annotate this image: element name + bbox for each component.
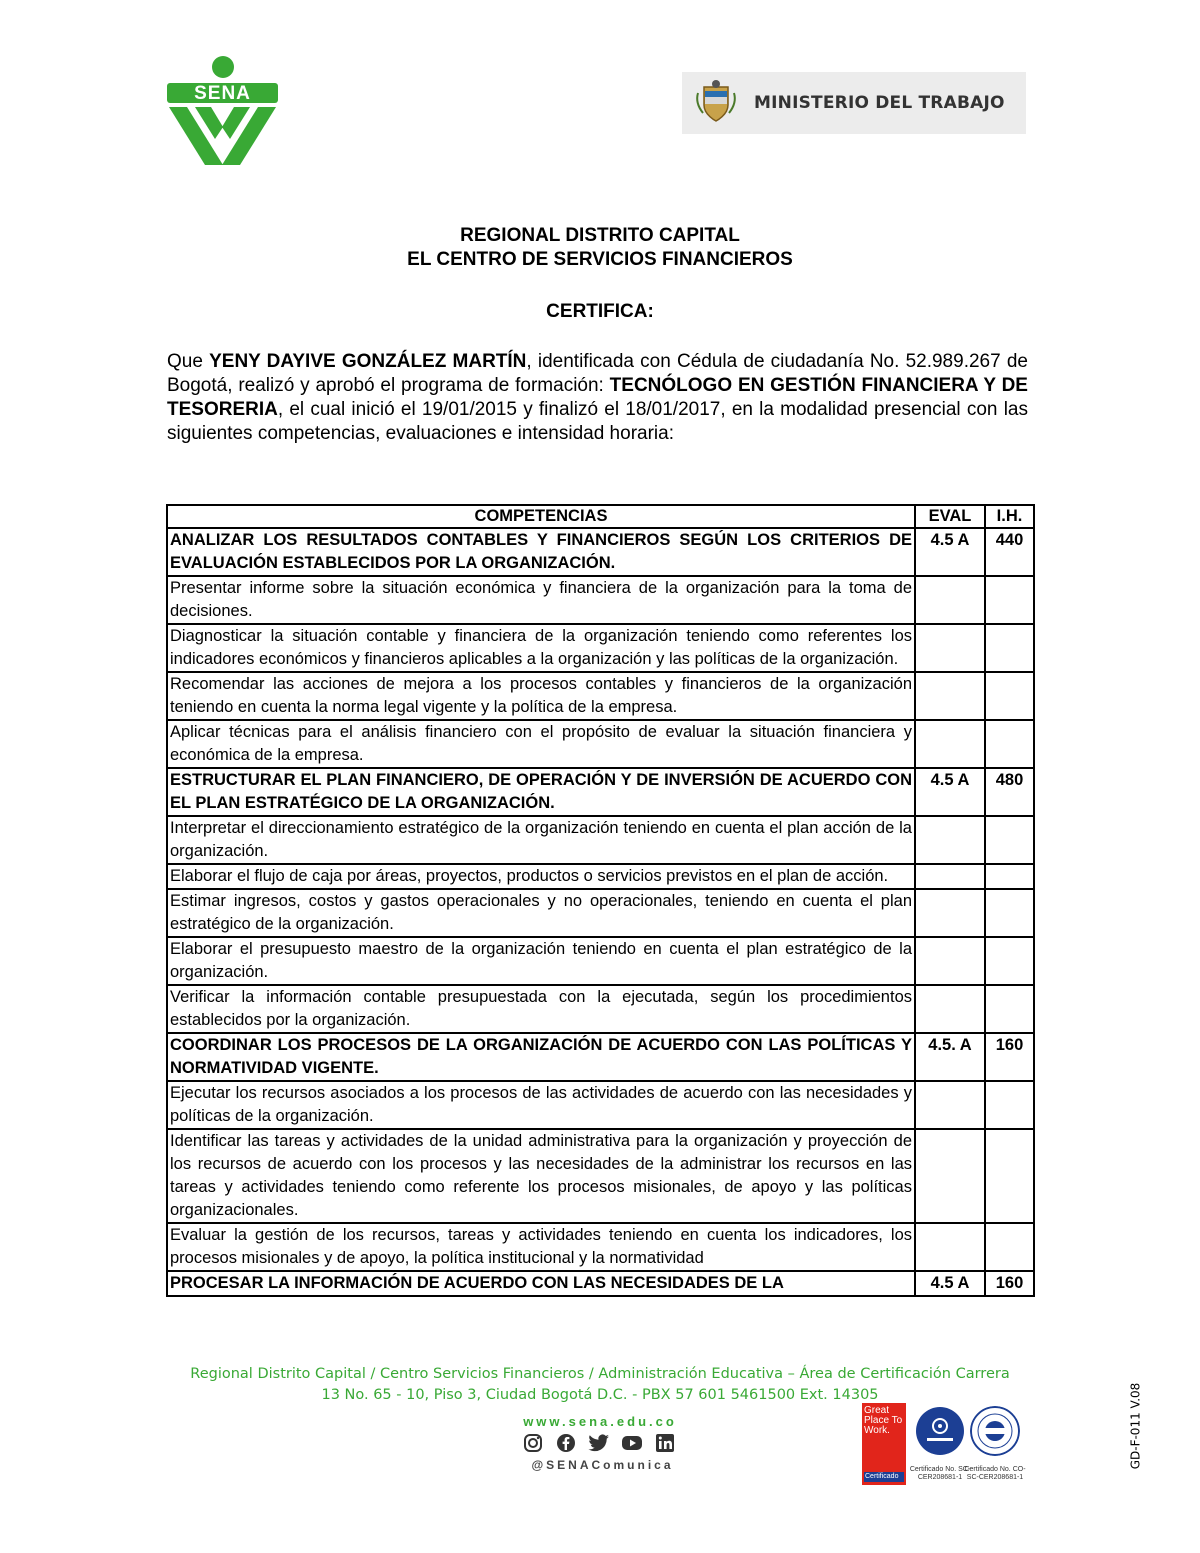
competency-eval [915,720,985,768]
competency-hours: 160 [985,1033,1034,1081]
iqnet-seal [970,1406,1020,1456]
paragraph-intro: Que [167,351,210,372]
competency-text: Verificar la información contable presupuestada con la ejecutada, según los procedimientos establecidos por la organización. [167,985,915,1033]
header-eval: EVAL [915,505,985,528]
competency-hours [985,1129,1034,1223]
sub-competency-row [167,720,1034,768]
competency-eval [915,864,985,889]
competency-hours: 160 [985,1271,1034,1296]
certification-paragraph [167,350,1028,446]
competency-hours [985,864,1034,889]
competency-eval [915,1223,985,1271]
sub-competency-row [167,576,1034,624]
competency-hours [985,672,1034,720]
sub-competency-row [167,889,1034,937]
sub-competency-row [167,1081,1034,1129]
competency-eval: 4.5 A [915,528,985,576]
coat-of-arms-icon [692,79,740,127]
competency-eval: 4.5. A [915,1033,985,1081]
sub-competency-row [167,1129,1034,1223]
sub-competency-row [167,816,1034,864]
icontec-caption: Certificado No. SC-CER208681-1 [909,1466,971,1481]
competency-eval [915,672,985,720]
great-place-to-work-badge [862,1403,906,1485]
competency-hours [985,624,1034,672]
program-name: TECNÓLOGO EN GESTIÓN FINANCIERA Y DE TESORERIA [167,375,1028,420]
sena-logo-text: SENA [194,83,251,104]
competency-text: ANALIZAR LOS RESULTADOS CONTABLES Y FINANCIEROS SEGÚN LOS CRITERIOS DE EVALUACIÓN ESTABLECIDOS POR LA ORGANIZACIÓN. [167,528,915,576]
paragraph-dates: , el cual inició el 19/01/2015 y finalizó el 18/01/2017, en la modalidad presencial con las siguientes competencias, evaluaciones e intensidad horaria: [167,399,1028,444]
linkedin-icon[interactable] [652,1432,678,1454]
competency-text: Elaborar el presupuesto maestro de la organización teniendo en cuenta el plan estratégico de la organización. [167,937,915,985]
footer-address-line1: Regional Distrito Capital / Centro Servicios Financieros / Administración Educativa – Área de Certificación Carrera [190,1366,1010,1382]
header-competencias: COMPETENCIAS [167,505,915,528]
competency-text: Identificar las tareas y actividades de la unidad administrativa para la organización y proyección de los recursos de acuerdo con los procesos y las necesidades de la administrar los recursos en las tareas y actividades teniendo como referente los procesos misionales, de apoyo y las políticas organizacionales. [167,1129,915,1223]
gptw-certified: Certificado [864,1472,904,1482]
competency-eval [915,1081,985,1129]
competency-eval [915,985,985,1033]
sub-competency-row [167,937,1034,985]
sub-competency-row [167,1223,1034,1271]
competency-eval [915,576,985,624]
sub-competency-row [167,672,1034,720]
paragraph-id: , identificada con Cédula de ciudadanía No. 52.989.267 de Bogotá, realizó y aprobó el programa de formación: [167,351,1028,396]
title-certifica: CERTIFICA: [546,301,654,322]
competency-eval [915,1129,985,1223]
competency-text: Elaborar el flujo de caja por áreas, proyectos, productos o servicios previstos en el plan de acción. [167,864,915,889]
social-icons [520,1432,678,1454]
version-code [1127,1382,1143,1470]
competency-row [167,1271,1034,1296]
sena-logo [165,55,280,170]
iqnet-caption: Certificado No. CO-SC-CER208681-1 [964,1466,1026,1481]
gptw-text: Great Place To Work. [864,1405,903,1436]
competency-row [167,1033,1034,1081]
sub-competency-row [167,624,1034,672]
competency-eval: 4.5 A [915,1271,985,1296]
competency-text: Diagnosticar la situación contable y financiera de la organización teniendo como referentes los indicadores económicos y financieros aplicables a la organización y las políticas de la organización. [167,624,915,672]
instagram-icon[interactable] [520,1432,546,1454]
competency-text: ESTRUCTURAR EL PLAN FINANCIERO, DE OPERACIÓN Y DE INVERSIÓN DE ACUERDO CON EL PLAN ESTRATÉGICO DE LA ORGANIZACIÓN. [167,768,915,816]
sub-competency-row [167,864,1034,889]
table-header-row [167,505,1034,528]
ministerio-label: MINISTERIO DEL TRABAJO [754,93,1005,113]
title-regional: REGIONAL DISTRITO CAPITAL [460,225,740,246]
footer-address-line2: 13 No. 65 - 10, Piso 3, Ciudad Bogotá D.C. - PBX 57 601 5461500 Ext. 14305 [321,1387,879,1403]
competency-hours [985,985,1034,1033]
header-ih: I.H. [985,505,1034,528]
version-code-text: GD-F-011 V.08 [1128,1382,1143,1470]
competency-text: Ejecutar los recursos asociados a los procesos de las actividades de acuerdo con las necesidades y políticas de la organización. [167,1081,915,1129]
student-name: YENY DAYIVE GONZÁLEZ MARTÍN [209,351,527,372]
competency-hours [985,1223,1034,1271]
twitter-icon[interactable] [586,1432,612,1454]
website-link[interactable]: www.sena.edu.co [523,1414,677,1429]
social-handle: @SENAComunica [531,1458,674,1472]
competency-row [167,768,1034,816]
competency-text: Aplicar técnicas para el análisis financiero con el propósito de evaluar la situación financiera y económica de la empresa. [167,720,915,768]
competency-hours [985,1081,1034,1129]
table-body [167,528,1034,1296]
competency-text: Estimar ingresos, costos y gastos operacionales y no operacionales, teniendo en cuenta el plan estratégico de la organización. [167,889,915,937]
competency-row [167,528,1034,576]
competency-text: COORDINAR LOS PROCESOS DE LA ORGANIZACIÓN DE ACUERDO CON LAS POLÍTICAS Y NORMATIVIDAD VIGENTE. [167,1033,915,1081]
competency-hours [985,816,1034,864]
competency-hours [985,889,1034,937]
competency-eval [915,937,985,985]
ministerio-banner [682,72,1026,134]
competency-eval [915,624,985,672]
sub-competency-row [167,985,1034,1033]
competency-text: Recomendar las acciones de mejora a los procesos contables y financieros de la organización teniendo en cuenta la norma legal vigente y la política de la empresa. [167,672,915,720]
title-centro: EL CENTRO DE SERVICIOS FINANCIEROS [407,249,793,270]
competency-hours [985,937,1034,985]
competency-eval: 4.5 A [915,768,985,816]
competency-text: Interpretar el direccionamiento estratégico de la organización teniendo en cuenta el plan acción de la organización. [167,816,915,864]
competency-text: PROCESAR LA INFORMACIÓN DE ACUERDO CON LAS NECESIDADES DE LA [167,1271,915,1296]
youtube-icon[interactable] [619,1432,645,1454]
competency-hours [985,576,1034,624]
competencies-table [166,504,1035,1297]
competency-text: Presentar informe sobre la situación económica y financiera de la organización para la toma de decisiones. [167,576,915,624]
competency-hours: 440 [985,528,1034,576]
competency-text: Evaluar la gestión de los recursos, tareas y actividades teniendo en cuenta los indicadores, los procesos misionales y de apoyo, la política institucional y la normatividad [167,1223,915,1271]
icontec-seal [915,1406,965,1456]
facebook-icon[interactable] [553,1432,579,1454]
competency-hours [985,720,1034,768]
competency-eval [915,889,985,937]
competency-eval [915,816,985,864]
competency-hours: 480 [985,768,1034,816]
